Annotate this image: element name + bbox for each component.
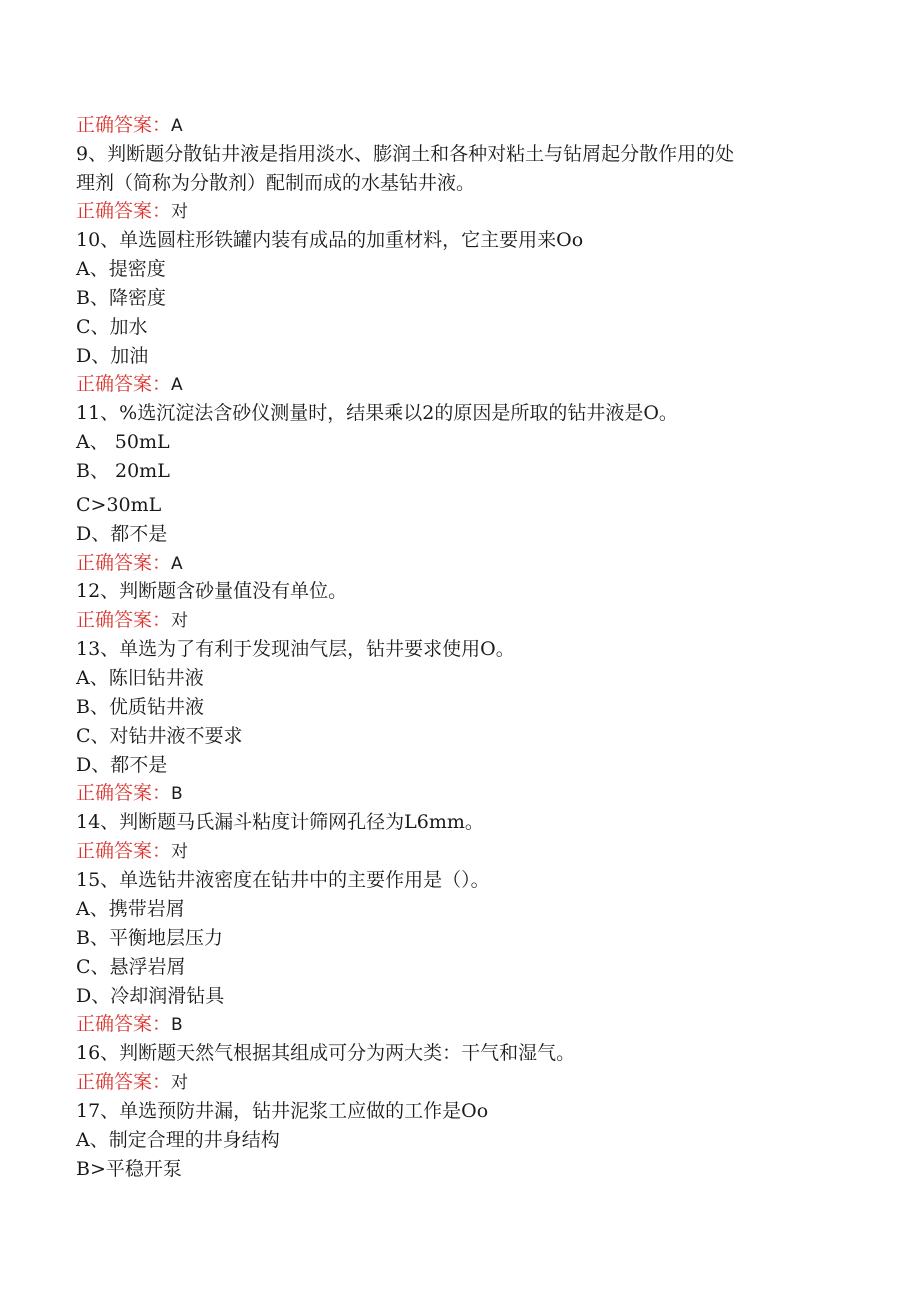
text-line: 11、%选沉淀法含砂仪测量时，结果乘以2的原因是所取的钻井液是O。 (76, 402, 678, 424)
answer-label: 正确答案： (76, 373, 172, 395)
text-line: 10、单选圆柱形铁罐内装有成品的加重材料，它主要用来Oo (76, 229, 584, 251)
answer-label: 正确答案： (76, 1071, 172, 1093)
text-line: B、 20mL (76, 460, 170, 482)
answer-line (76, 780, 183, 807)
text-line: 17、单选预防井漏，钻井泥浆工应做的工作是Oo (76, 1100, 489, 1122)
text-line: A、 50mL (76, 431, 170, 453)
answer-value: B (171, 784, 183, 804)
answer-value: A (171, 554, 183, 574)
text-line: 9、判断题分散钻井液是指用淡水、膨润土和各种对粘土与钻屑起分散作用的处 (76, 143, 735, 165)
text-line: 13、单选为了有利于发现油气层，钻井要求使用O。 (76, 638, 515, 660)
answer-value: 对 (171, 842, 189, 862)
answer-value: 对 (171, 611, 189, 631)
text-line: B>平稳开泵 (76, 1158, 182, 1180)
answer-label: 正确答案： (76, 840, 172, 862)
answer-label: 正确答案： (76, 552, 172, 574)
answer-line (76, 550, 183, 577)
text-line: C、加水 (76, 316, 148, 338)
answer-label: 正确答案： (76, 609, 172, 631)
text-line: D、冷却润滑钻具 (76, 985, 225, 1007)
answer-value: A (171, 116, 183, 136)
answer-value: A (171, 375, 183, 395)
text-line: C、对钻井液不要求 (76, 725, 243, 747)
text-line: 15、单选钻井液密度在钻井中的主要作用是（）。 (76, 869, 490, 891)
answer-line (76, 371, 183, 398)
answer-line (76, 838, 188, 865)
text-line: D、都不是 (76, 754, 168, 776)
text-line: B、优质钻井液 (76, 696, 204, 718)
text-line: A、提密度 (76, 258, 166, 280)
answer-line (76, 1069, 188, 1096)
answer-label: 正确答案： (76, 782, 172, 804)
text-line: C、悬浮岩屑 (76, 956, 186, 978)
text-line: B、平衡地层压力 (76, 927, 223, 949)
text-line: 16、判断题天然气根据其组成可分为两大类：干气和湿气。 (76, 1042, 576, 1064)
text-line: C>30mL (76, 494, 162, 516)
text-line: A、制定合理的井身结构 (76, 1129, 280, 1151)
text-line: A、携带岩屑 (76, 898, 185, 920)
answer-value: B (171, 1015, 183, 1035)
answer-value: 对 (171, 202, 189, 222)
answer-label: 正确答案： (76, 114, 172, 136)
answer-value: 对 (171, 1073, 189, 1093)
answer-line (76, 198, 188, 225)
text-line: A、陈旧钻井液 (76, 667, 204, 689)
text-line: 14、判断题马氏漏斗粘度计筛网孔径为L6mm。 (76, 811, 484, 833)
text-line: B、降密度 (76, 287, 166, 309)
answer-line (76, 1011, 183, 1038)
text-line: D、都不是 (76, 523, 168, 545)
answer-line (76, 607, 188, 634)
text-line: 12、判断题含砂量值没有单位。 (76, 580, 348, 602)
answer-label: 正确答案： (76, 200, 172, 222)
text-line: D、加油 (76, 345, 149, 367)
answer-label: 正确答案： (76, 1013, 172, 1035)
text-line: 理剂（简称为分散剂）配制而成的水基钻井液。 (76, 172, 476, 194)
answer-line (76, 112, 183, 139)
